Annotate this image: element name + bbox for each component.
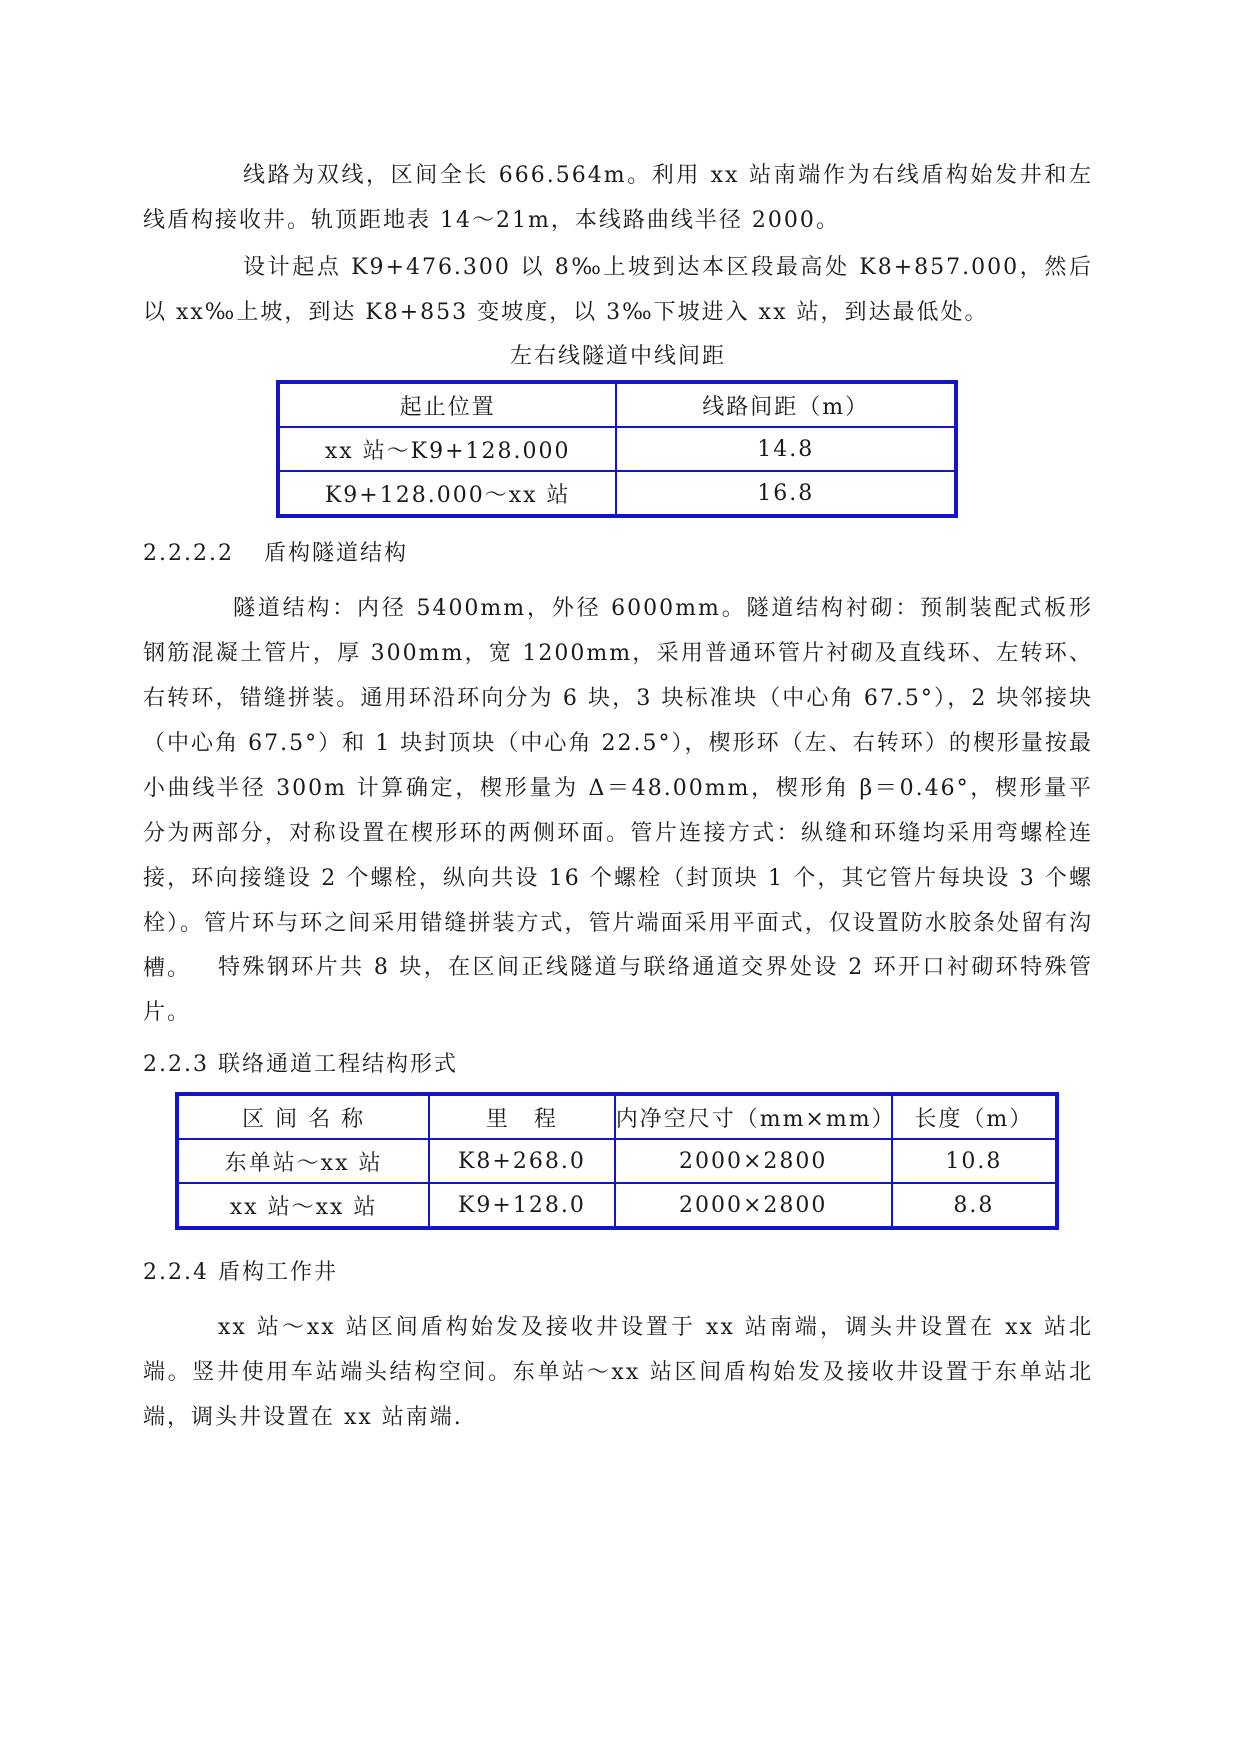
- section-number: 2.2.2.2: [143, 541, 234, 566]
- section-heading-shield-tunnel: [143, 531, 408, 576]
- section-heading-shield-shaft: 2.2.4 盾构工作井: [143, 1260, 338, 1285]
- paragraph-shaft-arrangement: xx 站～xx 站区间盾构始发及接收井设置于 xx 站南端，调头井设置在 xx 站北端。竖井使用车站端头结构空间。东单站～xx 站区间盾构始发及接收井设置于东单站北端，调头井设置在 xx 站南端.: [143, 1315, 1093, 1430]
- paragraph-route-overview: 线路为双线，区间全长 666.564m。利用 xx 站南端作为右线盾构始发井和左线盾构接收井。轨顶距地表 14～21m，本线路曲线半径 2000。: [143, 163, 1093, 233]
- table-row: [177, 1139, 1057, 1183]
- table-row: [177, 1183, 1057, 1228]
- table-row: [278, 471, 956, 516]
- table-cell: K9+128.0: [429, 1183, 615, 1228]
- table-cell: 2000×2800: [615, 1139, 892, 1183]
- table-header-row: [177, 1094, 1057, 1139]
- table-header-row: [278, 382, 956, 427]
- table-header-cell: 区 间 名 称: [177, 1094, 429, 1139]
- table-cell: 10.8: [892, 1139, 1057, 1183]
- table-header-cell: 起止位置: [278, 382, 616, 427]
- table-cell: 16.8: [616, 471, 956, 516]
- section-title: 盾构隧道结构: [263, 541, 408, 566]
- paragraph-gradient: 设计起点 K9+476.300 以 8‰上坡到达本区段最高处 K8+857.000，然后以 xx‰上坡，到达 K8+853 变坡度，以 3‰下坡进入 xx 站，到达最低处。: [143, 255, 1093, 325]
- table-header-cell: 内净空尺寸（mm×mm）: [615, 1094, 892, 1139]
- connecting-passage-table: [175, 1092, 1059, 1230]
- paragraph-tunnel-structure: 隧道结构：内径 5400mm，外径 6000mm。隧道结构衬砌：预制装配式板形钢筋混凝土管片，厚 300mm，宽 1200mm，采用普通环管片衬砌及直线环、左转环、右转环，错缝拼装。通用环沿环向分为 6 块，3 块标准块（中心角 67.5°），2 块邻接块（中心角 67.5°）和 1 块封顶块（中心角 22.5°），楔形环（左、右转环）的楔形量按最小曲线半径 300m 计算确定，楔形量为 Δ＝48.00mm，楔形角 β＝0.46°，楔形量平分为两部分，对称设置在楔形环的两侧环面。管片连接方式：纵缝和环缝均采用弯螺栓连接，环向接缝设 2 个螺栓，纵向共设 16 个螺栓（封顶块 1 个，其它管片每块设 3 个螺栓）。管片环与环之间采用错缝拼装方式，管片端面采用平面式，仅设置防水胶条处留有沟槽。: [143, 596, 1093, 981]
- table1-caption: 左右线隧道中线间距: [509, 344, 726, 369]
- table-header-cell: 线路间距（m）: [616, 382, 956, 427]
- table-header-cell: 里 程: [429, 1094, 615, 1139]
- table-cell: 8.8: [892, 1183, 1057, 1228]
- section-heading-connecting-passage: 2.2.3 联络通道工程结构形式: [143, 1052, 458, 1077]
- tunnel-spacing-table: [276, 380, 958, 518]
- table-cell: K8+268.0: [429, 1139, 615, 1183]
- table-cell: 14.8: [616, 427, 956, 471]
- table-cell: 东单站～xx 站: [177, 1139, 429, 1183]
- table-cell: xx 站～xx 站: [177, 1183, 429, 1228]
- paragraph-special-segments: 特殊钢环片共 8 块，在区间正线隧道与联络通道交界处设 2 环开口衬砌环特殊管片。: [143, 955, 1093, 1025]
- table-cell: K9+128.000～xx 站: [278, 471, 616, 516]
- table-cell: xx 站～K9+128.000: [278, 427, 616, 471]
- table-row: [278, 427, 956, 471]
- table-header-cell: 长度（m）: [892, 1094, 1057, 1139]
- table-cell: 2000×2800: [615, 1183, 892, 1228]
